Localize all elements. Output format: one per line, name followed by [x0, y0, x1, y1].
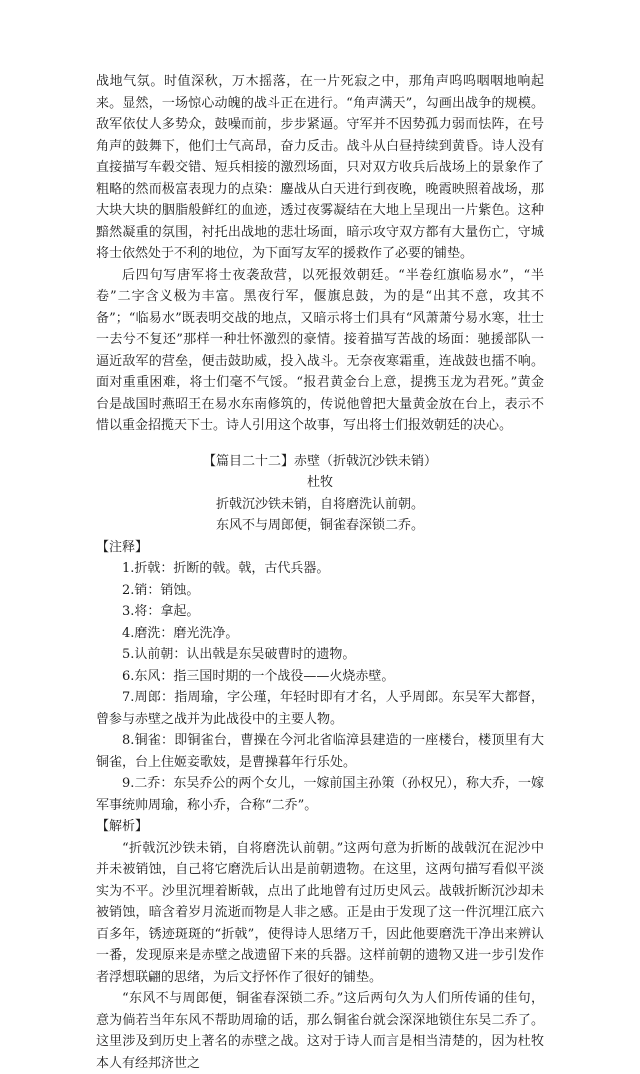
- note-item-8: 8.铜雀：即铜雀台，曹操在今河北省临漳县建造的一座楼台，楼顶里有大铜雀，台上住姬妾歌妓，是曹操暮年行乐处。: [96, 733, 544, 770]
- note-item-2: 2.销：销蚀。: [122, 582, 200, 598]
- poem-title: 【篇目二十二】赤壁（折戟沉沙铁未销）: [202, 453, 437, 469]
- intro-paragraph-2: 后四句写唐军将士夜袭敌营，以死报效朝廷。“半卷红旗临易水”，“半卷”二字含义极为丰富。黑夜行军，偃旗息鼓，为的是“出其不意，攻其不备”；“临易水”既表明交战的地点，又暗示将士们具有“风萧萧兮易水寒，壮士一去兮不复还”那样一种壮怀激烈的豪情。接着描写苦战的场面：驰援部队一逼近敌军的营垒，便击鼓助威，投入战斗。无奈夜寒霜重，连战鼓也擂不响。面对重重困难，将士们毫不气馁。“报君黄金台上意，提携玉龙为君死。”黄金台是战国时燕昭王在易水东南修筑的，传说他曾把大量黄金放在台上，表示不惜以重金招揽天下士。诗人引用这个故事，写出将士们报效朝廷的决心。: [96, 267, 544, 433]
- poem-line-1: 折戟沉沙铁未销，自将磨洗认前朝。: [215, 496, 424, 512]
- note-item-3: 3.将：拿起。: [122, 604, 200, 619]
- analysis-paragraph-1: “折戟沉沙铁未销，自将磨洗认前朝。”这两句意为折断的战戟沉在泥沙中并未被销蚀，自己将它磨洗后认出是前朝遗物。在这里，这两句描写看似平淡实为不平。沙里沉埋着断戟，点出了此地曾有过历史风云。战戟折断沉沙却未被销蚀，暗含着岁月流逝而物是人非之感。正是由于发现了这一件沉埋江底六百多年，锈迹斑斑的“折戟”，使得诗人思绪万千，因此他要磨洗干净出来辨认一番，发现原来是赤壁之战遗留下来的兵器。这样前朝的遗物又进一步引发作者浮想联翩的思绪，为后文抒怀作了很好的铺垫。: [96, 840, 544, 985]
- analysis-heading: 【解析】: [96, 819, 149, 834]
- document-page: [96, 71, 544, 1074]
- note-item-5: 5.认前朝：认出戟是东吴破曹时的遗物。: [122, 647, 356, 662]
- notes-heading: 【注释】: [96, 539, 149, 555]
- note-item-9: 9.二乔：东吴乔公的两个女儿，一嫁前国主孙策（孙权兄），称大乔，一嫁军事统帅周瑜，称小乔，合称“二乔”。: [96, 776, 544, 813]
- note-item-4: 4.磨洗：磨光洗净。: [122, 625, 239, 641]
- note-item-7: 7.周郎：指周瑜，字公瑾，年轻时即有才名，人乎周郎。东吴军大都督，曾参与赤壁之战并为此战役中的主要人物。: [96, 690, 544, 727]
- note-item-1: 1.折戟：折断的戟。戟，古代兵器。: [122, 561, 330, 576]
- poem-line-2: 东风不与周郎便，铜雀春深锁二乔。: [215, 518, 424, 533]
- intro-paragraph-1: 战地气氛。时值深秋，万木摇落，在一片死寂之中，那角声呜呜咽咽地响起来。显然，一场惊心动魄的战斗正在进行。“角声满天”，勾画出战争的规模。敌军依仗人多势众，鼓噪而前，步步紧逼。守军并不因势孤力弱而怯阵，在号角声的鼓舞下，他们士气高昂，奋力反击。战斗从白昼持续到黄昏。诗人没有直接描写车毂交错、短兵相接的激烈场面，只对双方收兵后战场上的景象作了粗略的然而极富表现力的点染：鏖战从白天进行到夜晚，晚霞映照着战场，那大块大块的胭脂般鲜红的血迹，透过夜雾凝结在大地上呈现出一片紫色。这种黯然凝重的氛围，衬托出战地的悲壮场面，暗示攻守双方都有大量伤亡，守城将士依然处于不利的地位，为下面写友军的援救作了必要的铺垫。: [96, 74, 544, 261]
- poem-author: 杜牧: [306, 475, 333, 490]
- analysis-paragraph-2: “东风不与周郎便，铜雀春深锁二乔。”这后两句久为人们所传诵的佳句，意为倘若当年东风不帮助周瑜的话，那么铜雀台就会深深地锁住东吴二乔了。这里涉及到历史上著名的赤壁之战。这对于诗人而言是相当清楚的，因为杜牧本人有经邦济世之: [96, 991, 544, 1071]
- note-item-6: 6.东风：指三国时期的一个战役——火烧赤壁。: [122, 668, 395, 684]
